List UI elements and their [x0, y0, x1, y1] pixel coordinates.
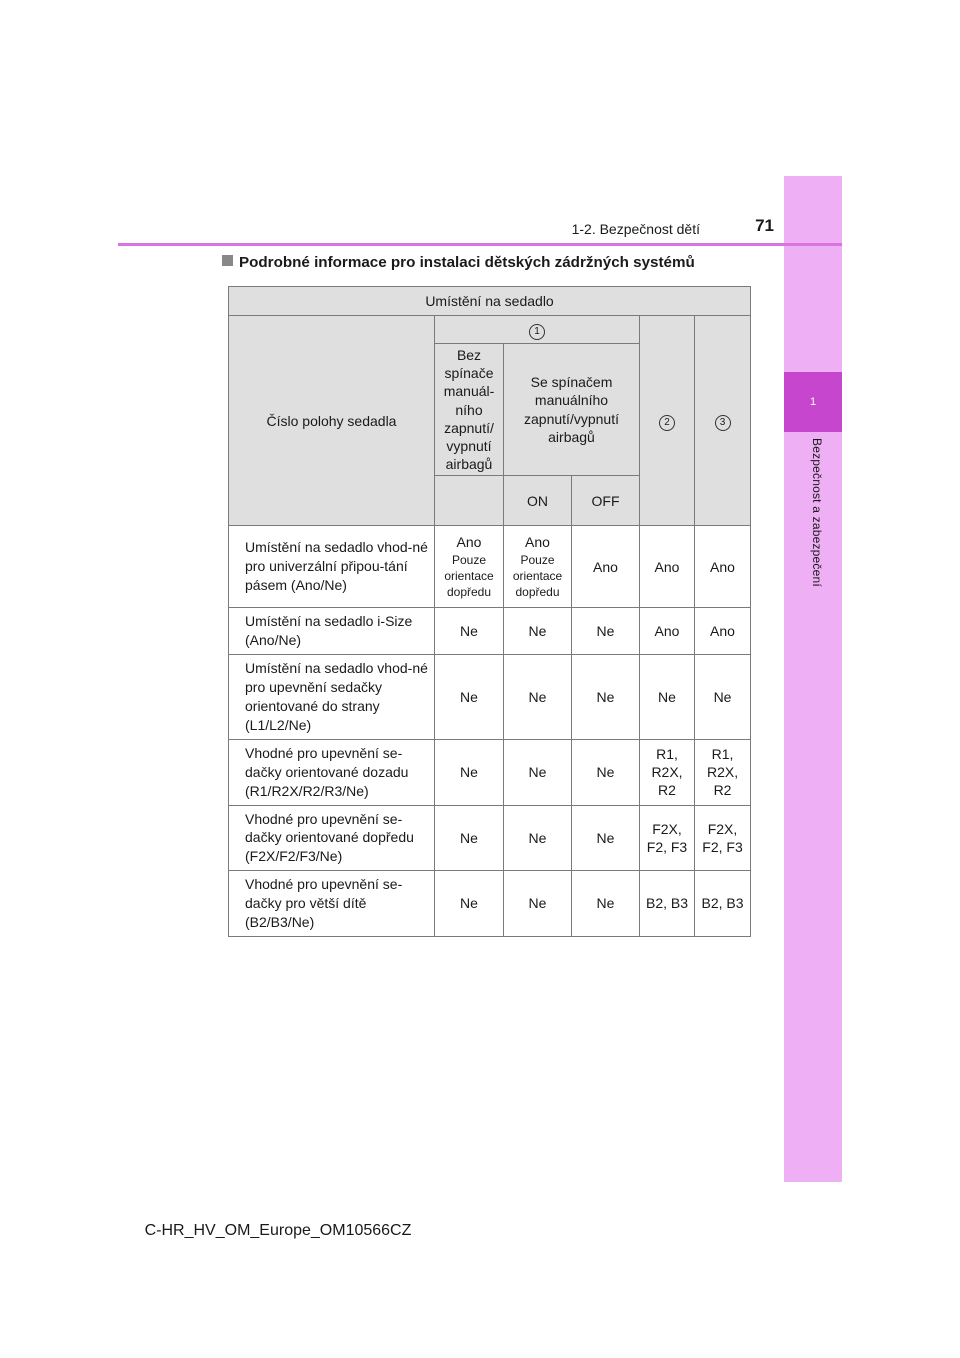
table-cell: Ne — [572, 871, 640, 937]
table-title-row — [229, 287, 751, 316]
table-cell — [504, 526, 572, 608]
col-on: ON — [504, 476, 572, 526]
cell-value: Ano — [456, 534, 482, 551]
chapter-side-strip — [784, 176, 842, 1182]
table-cell: Ano — [640, 526, 695, 608]
row-label: Vhodné pro upevnění se-dačky pro větší dítě (B2/B3/Ne) — [229, 871, 435, 937]
row-label: Umístění na sedadlo vhod-né pro upevnění sedačky orientované do strany (L1/L2/Ne) — [229, 655, 435, 740]
table-cell: Ne — [435, 805, 504, 871]
child-seat-table — [228, 286, 751, 937]
table-cell: Ne — [504, 871, 572, 937]
table-row — [229, 871, 751, 937]
table-row — [229, 608, 751, 655]
chapter-number-tab[interactable]: 1 — [784, 372, 842, 432]
seat-position-label: Číslo polohy sedadla — [229, 316, 435, 526]
table-cell: B2, B3 — [695, 871, 751, 937]
position-1-marker: 1 — [529, 324, 545, 340]
row-label: Vhodné pro upevnění se-dačky orientované dozadu (R1/R2X/R2/R3/Ne) — [229, 739, 435, 805]
table-cell: B2, B3 — [640, 871, 695, 937]
table-cell: Ne — [695, 655, 751, 740]
col-off: OFF — [572, 476, 640, 526]
table-cell: Ne — [504, 655, 572, 740]
table-cell: F2X, F2, F3 — [695, 805, 751, 871]
table-cell: Ne — [640, 655, 695, 740]
header-divider — [118, 243, 842, 246]
table-cell: Ne — [572, 739, 640, 805]
cell-value: Ano — [525, 534, 550, 551]
table-position-row — [229, 316, 751, 344]
table-cell: Ne — [504, 739, 572, 805]
table-cell: Ne — [435, 739, 504, 805]
chapter-title: Bezpečnost a zabezpečení — [810, 438, 824, 587]
table-cell: Ne — [504, 805, 572, 871]
section-heading-text: Podrobné informace pro instalaci dětských zádržných systémů — [239, 254, 695, 271]
table-cell: Ano — [572, 526, 640, 608]
row-label: Umístění na sedadlo vhod-né pro univerzální připou-tání pásem (Ano/Ne) — [229, 526, 435, 608]
table-cell: Ne — [572, 608, 640, 655]
cell-note: Pouze orientace dopředu — [444, 552, 494, 599]
table-cell: Ano — [640, 608, 695, 655]
table-cell: Ne — [504, 608, 572, 655]
section-heading — [222, 254, 762, 271]
table-cell: Ne — [435, 655, 504, 740]
table-cell: Ne — [572, 655, 640, 740]
table-cell: Ne — [572, 805, 640, 871]
bullet-square-icon — [222, 255, 233, 266]
document-footer: C-HR_HV_OM_Europe_OM10566CZ — [144, 1222, 412, 1239]
col-with-switch: Se spínačem manuálního zapnutí/vypnutí airbagů — [504, 344, 640, 476]
col-without-switch: Bez spínače manuál-ního zapnutí/ vypnutí airbagů — [435, 344, 504, 476]
table-row — [229, 655, 751, 740]
table-title: Umístění na sedadlo — [229, 287, 751, 316]
position-3-marker: 3 — [715, 415, 731, 431]
table-cell: F2X, F2, F3 — [640, 805, 695, 871]
row-label: Umístění na sedadlo i-Size (Ano/Ne) — [229, 608, 435, 655]
table-row — [229, 739, 751, 805]
table-cell — [435, 526, 504, 608]
table-row — [229, 805, 751, 871]
position-2-header — [640, 316, 695, 526]
page-number: 71 — [755, 216, 774, 235]
table-cell: R1, R2X, R2 — [695, 739, 751, 805]
table-cell: Ano — [695, 608, 751, 655]
table-cell: R1, R2X, R2 — [640, 739, 695, 805]
section-title: 1-2. Bezpečnost dětí — [571, 221, 700, 237]
col-without-switch-empty — [435, 476, 504, 526]
position-3-header — [695, 316, 751, 526]
table-cell: Ne — [435, 871, 504, 937]
row-label: Vhodné pro upevnění se-dačky orientované dopředu (F2X/F2/F3/Ne) — [229, 805, 435, 871]
table-cell: Ne — [435, 608, 504, 655]
position-1-header — [435, 316, 640, 344]
table-row — [229, 526, 751, 608]
position-2-marker: 2 — [659, 415, 675, 431]
cell-note: Pouze orientace dopředu — [512, 552, 563, 599]
table-cell: Ano — [695, 526, 751, 608]
